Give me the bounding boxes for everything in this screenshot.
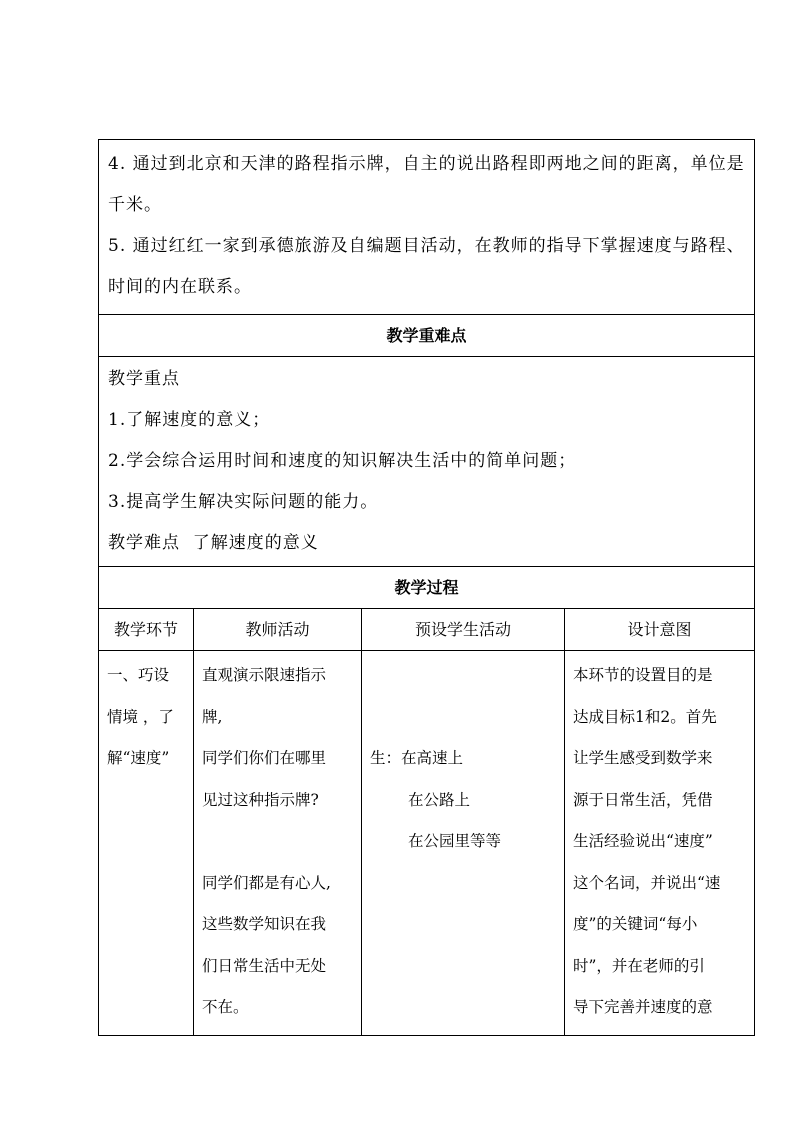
intent-line: 让学生感受到数学来 bbox=[573, 749, 713, 767]
intent-line: 时”，并在老师的引 bbox=[573, 956, 705, 975]
focus-item: 3.提高学生解决实际问题的能力。 bbox=[108, 492, 379, 512]
intent-line: 生活经验说出“速度” bbox=[573, 832, 713, 850]
teacher-activity-cell bbox=[194, 651, 362, 1036]
intent-line: 这个名词，并说出“速 bbox=[573, 873, 721, 892]
student-blank-line bbox=[370, 697, 558, 739]
intent-line: 源于日常生活，凭借 bbox=[573, 790, 713, 809]
teacher-line: 见过这种指示牌? bbox=[202, 790, 319, 809]
focus-item: 2.学会综合运用时间和速度的知识解决生活中的简单问题； bbox=[108, 451, 577, 471]
objectives-row bbox=[99, 140, 755, 315]
column-header-stage: 教学环节 bbox=[99, 609, 194, 651]
intent-line: 度”的关键词“每小 bbox=[573, 915, 698, 933]
key-points-heading-row bbox=[99, 315, 755, 357]
objectives-cell bbox=[99, 140, 755, 315]
key-points-heading: 教学重难点 bbox=[99, 315, 755, 357]
process-heading-row bbox=[99, 567, 755, 609]
teacher-line: 这些数学知识在我 bbox=[202, 915, 327, 933]
column-header-row bbox=[99, 609, 755, 651]
intent-line: 导下完善并速度的意 bbox=[573, 998, 713, 1016]
design-intent-cell bbox=[565, 651, 755, 1036]
column-header-intent: 设计意图 bbox=[565, 609, 755, 651]
teacher-line: 直观演示限速指示 bbox=[202, 666, 327, 684]
intent-line: 达成目标1和2。首先 bbox=[573, 707, 717, 726]
stage-line: 解“速度” bbox=[107, 749, 170, 767]
student-activity-cell bbox=[362, 651, 565, 1036]
column-header-student: 预设学生活动 bbox=[362, 609, 565, 651]
teacher-line: 牌, bbox=[202, 707, 223, 726]
teacher-blank-line bbox=[202, 821, 355, 863]
focus-item: 1.了解速度的意义； bbox=[108, 410, 271, 430]
lesson-plan-table bbox=[98, 139, 755, 1036]
lesson-plan-page bbox=[98, 139, 754, 1036]
teacher-line: 们日常生活中无处 bbox=[202, 956, 327, 975]
stage-line: 情境 ，了 bbox=[107, 707, 174, 726]
student-line: 生：在高速上 bbox=[370, 749, 464, 767]
student-blank-line bbox=[370, 655, 558, 697]
student-line: 在公园里等等 bbox=[408, 832, 502, 850]
stage-line: 一、巧设 bbox=[107, 666, 170, 684]
difficulty-line: 教学难点 了解速度的意义 bbox=[108, 533, 319, 553]
focus-label: 教学重点 bbox=[108, 369, 180, 389]
intent-line: 本环节的设置目的是 bbox=[573, 666, 713, 684]
teacher-line: 同学们你们在哪里 bbox=[202, 749, 327, 767]
key-points-cell bbox=[99, 357, 755, 567]
objective-4: 4. 通过到北京和天津的路程指示牌，自主的说出路程即两地之间的距离，单位是千米。 bbox=[108, 154, 745, 215]
objective-5: 5. 通过红红一家到承德旅游及自编题目活动，在教师的指导下掌握速度与路程、时间的内在联系。 bbox=[108, 236, 745, 297]
process-heading: 教学过程 bbox=[99, 567, 755, 609]
column-header-teacher: 教师活动 bbox=[194, 609, 362, 651]
key-points-row bbox=[99, 357, 755, 567]
teacher-line: 同学们都是有心人, bbox=[202, 873, 331, 892]
student-line: 在公路上 bbox=[408, 790, 471, 809]
stage-cell bbox=[99, 651, 194, 1036]
teacher-line: 不在。 bbox=[202, 998, 249, 1016]
process-row bbox=[99, 651, 755, 1036]
